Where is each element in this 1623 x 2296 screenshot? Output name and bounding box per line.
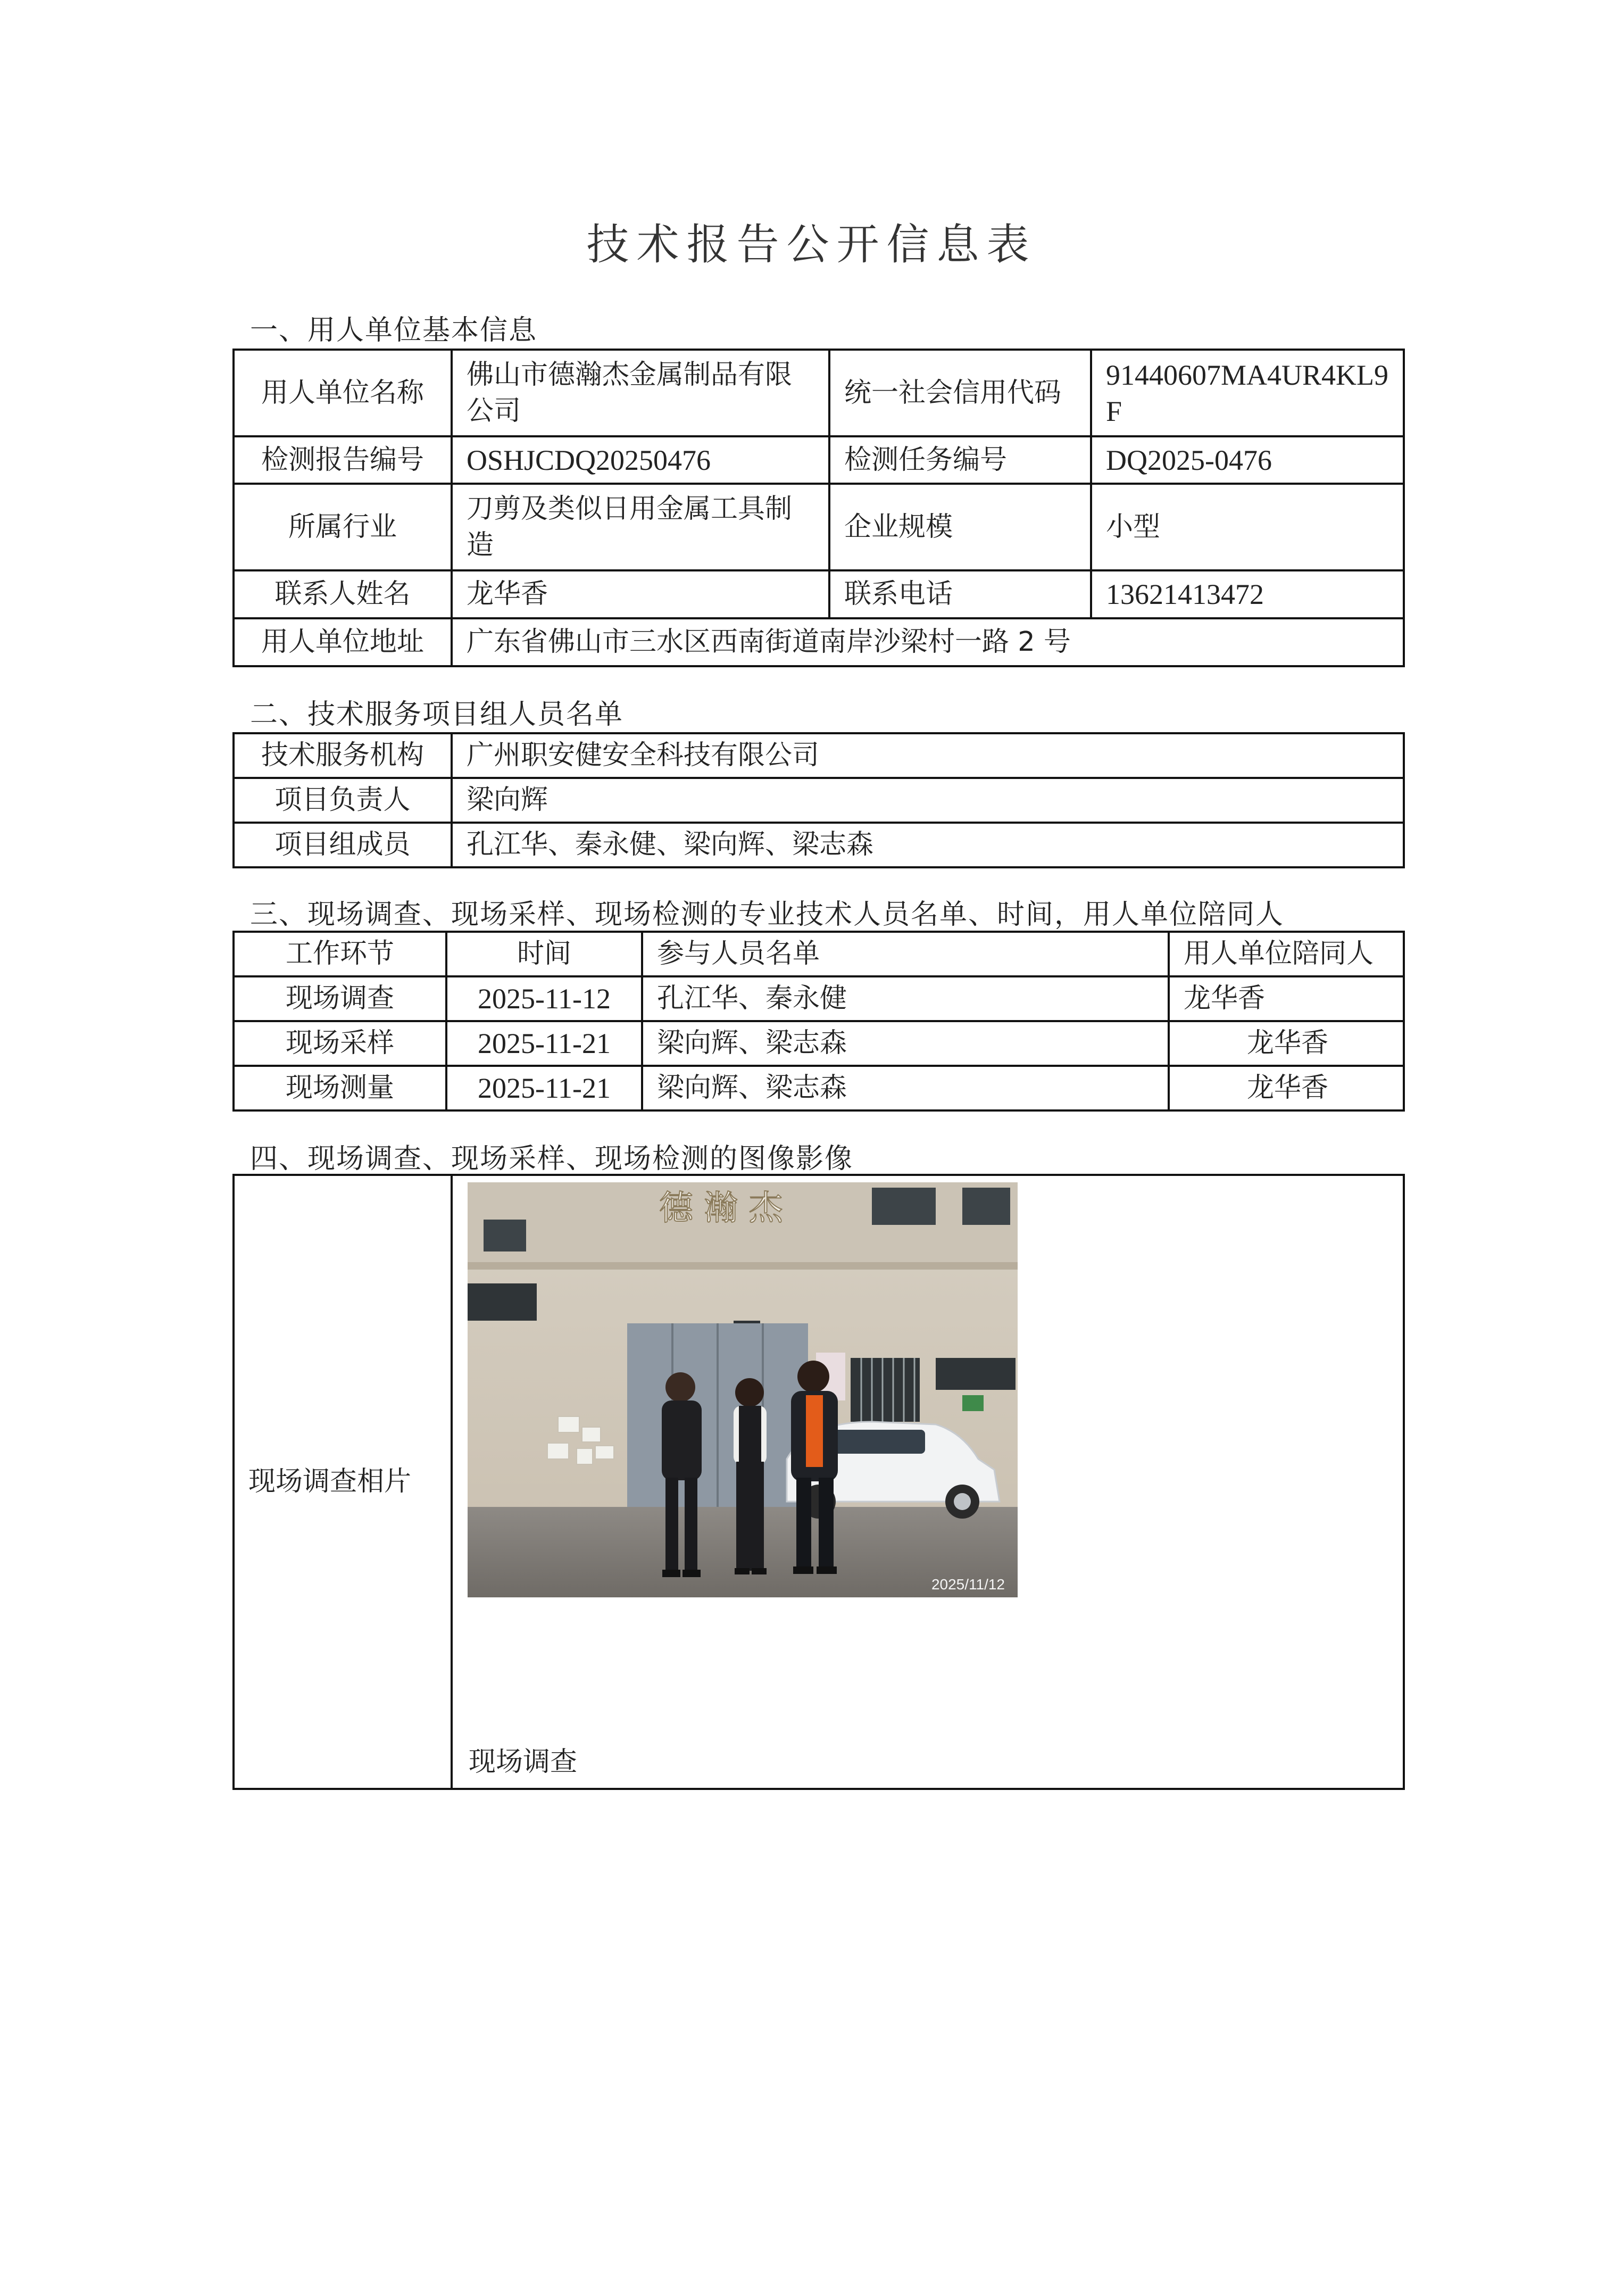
escort-cell: 龙华香	[1169, 1066, 1404, 1110]
task-number-value: DQ2025-0476	[1091, 436, 1404, 484]
escort-cell: 龙华香	[1169, 976, 1404, 1021]
table-row	[234, 1066, 1404, 1110]
section4-heading: 四、现场调查、现场采样、现场检测的图像影像	[250, 1143, 854, 1175]
task-number-label: 检测任务编号	[829, 436, 1091, 484]
project-lead-value: 梁向辉	[452, 778, 1404, 823]
industry-value: 刀剪及类似日用金属工具制造	[452, 484, 829, 570]
section1-heading: 一、用人单位基本信息	[250, 314, 538, 346]
report-number-label: 检测报告编号	[234, 436, 452, 484]
credit-code-value: 91440607MA4UR4KL9F	[1091, 350, 1404, 436]
photo-label: 现场调查相片	[234, 1175, 452, 1789]
industry-label: 所属行业	[234, 484, 452, 570]
building-sign-text: 德 瀚 杰	[659, 1189, 783, 1228]
table-row	[234, 823, 1404, 867]
contact-name-label: 联系人姓名	[234, 570, 452, 618]
table-row	[234, 1175, 1404, 1789]
team-members-value: 孔江华、秦永健、梁向辉、梁志森	[452, 823, 1404, 867]
company-size-label: 企业规模	[829, 484, 1091, 570]
images-table	[232, 1174, 1405, 1790]
members-cell: 梁向辉、梁志森	[642, 1021, 1169, 1066]
stage-cell: 现场调查	[234, 976, 446, 1021]
employer-name-label: 用人单位名称	[234, 350, 452, 436]
phone-label: 联系电话	[829, 570, 1091, 618]
col-header-escort: 用人单位陪同人	[1169, 932, 1404, 976]
page-title: 技术报告公开信息表	[586, 220, 1037, 269]
table-row	[234, 350, 1404, 436]
stage-cell: 现场测量	[234, 1066, 446, 1110]
col-header-stage: 工作环节	[234, 932, 446, 976]
table-row	[234, 778, 1404, 823]
employer-name-value: 佛山市德瀚杰金属制品有限公司	[452, 350, 829, 436]
stage-cell: 现场采样	[234, 1021, 446, 1066]
date-cell: 2025-11-21	[446, 1066, 642, 1110]
photo-cell	[452, 1175, 1404, 1789]
table-row	[234, 1021, 1404, 1066]
address-value: 广东省佛山市三水区西南街道南岸沙梁村一路 2 号	[452, 618, 1404, 666]
date-cell: 2025-11-21	[446, 1021, 642, 1066]
table-row	[234, 570, 1404, 618]
table-row	[234, 618, 1404, 666]
table-row	[234, 976, 1404, 1021]
table-row	[234, 436, 1404, 484]
table-row	[234, 484, 1404, 570]
credit-code-label: 统一社会信用代码	[829, 350, 1091, 436]
basic-info-table	[232, 349, 1405, 667]
site-photo-image	[468, 1182, 1018, 1597]
contact-name-value: 龙华香	[452, 570, 829, 618]
col-header-members: 参与人员名单	[642, 932, 1169, 976]
section2-heading: 二、技术服务项目组人员名单	[250, 699, 624, 731]
table-header-row	[234, 932, 1404, 976]
section3-heading: 三、现场调查、现场采样、现场检测的专业技术人员名单、时间，用人单位陪同人	[250, 899, 1285, 931]
team-table	[232, 732, 1405, 868]
team-members-label: 项目组成员	[234, 823, 452, 867]
service-org-value: 广州职安健安全科技有限公司	[452, 733, 1404, 778]
photo-caption: 现场调查	[469, 1746, 578, 1778]
phone-value: 13621413472	[1091, 570, 1404, 618]
fieldwork-table	[232, 931, 1405, 1112]
project-lead-label: 项目负责人	[234, 778, 452, 823]
address-label: 用人单位地址	[234, 618, 452, 666]
service-org-label: 技术服务机构	[234, 733, 452, 778]
members-cell: 孔江华、秦永健	[642, 976, 1169, 1021]
report-number-value: OSHJCDQ20250476	[452, 436, 829, 484]
table-row	[234, 733, 1404, 778]
photo-timestamp: 2025/11/12	[931, 1576, 1005, 1593]
date-cell: 2025-11-12	[446, 976, 642, 1021]
escort-cell: 龙华香	[1169, 1021, 1404, 1066]
site-photo	[468, 1182, 1018, 1597]
col-header-date: 时间	[446, 932, 642, 976]
members-cell: 梁向辉、梁志森	[642, 1066, 1169, 1110]
company-size-value: 小型	[1091, 484, 1404, 570]
